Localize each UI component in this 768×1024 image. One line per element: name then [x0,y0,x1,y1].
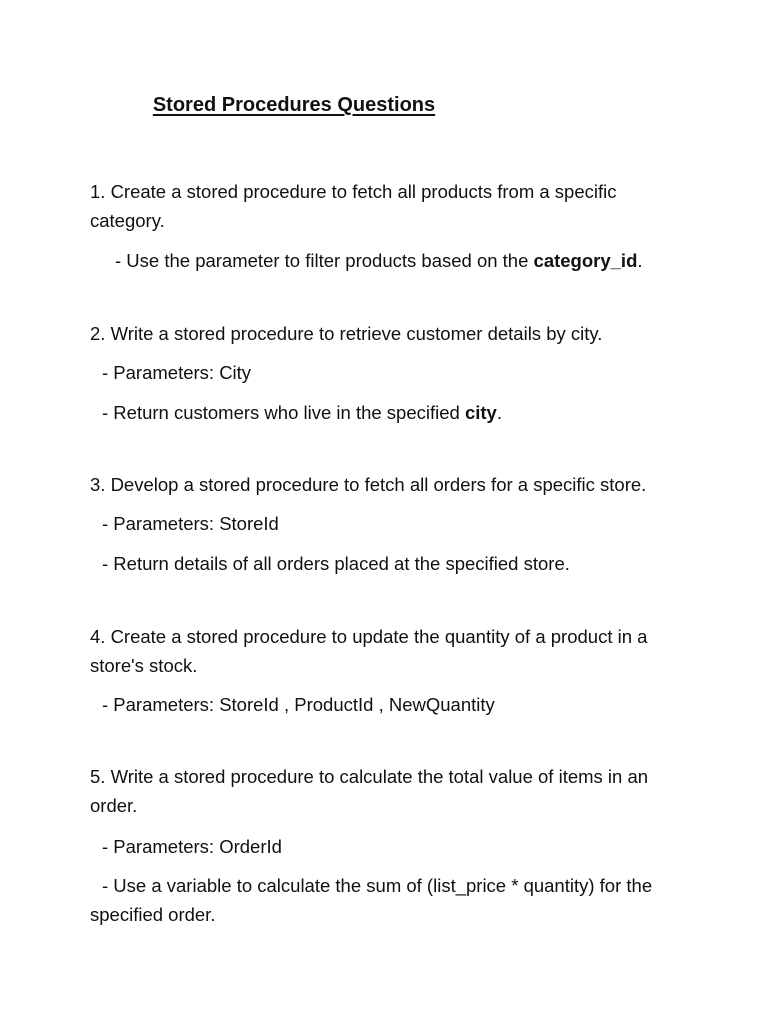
bold-term: category_id [533,250,638,271]
document-title: Stored Procedures Questions [152,94,436,116]
document-body [90,0,690,1024]
question-1-note-1: - Use the parameter to filter products based on the category_id. [115,250,643,271]
question-5-note-2: - Use a variable to calculate the sum of (list_price * quantity) for the specified order. [90,875,653,925]
question-4-note-1: - Parameters: StoreId , ProductId , NewQuantity [102,694,495,715]
question-5: 5. Write a stored procedure to calculate the total value of items in an order. [90,766,649,816]
question-2-note-1: - Parameters: City [102,362,252,383]
question-2-note-2: - Return customers who live in the specified city. [102,402,502,423]
question-1: 1. Create a stored procedure to fetch all products from a specific category. [90,181,617,231]
question-2: 2. Write a stored procedure to retrieve customer details by city. [90,323,603,344]
question-5-note-1: - Parameters: OrderId [102,836,282,857]
question-3-note-1: - Parameters: StoreId [102,513,279,534]
question-3: 3. Develop a stored procedure to fetch all orders for a specific store. [90,474,647,495]
question-4: 4. Create a stored procedure to update the quantity of a product in a store's stock. [90,626,648,676]
question-3-note-2: - Return details of all orders placed at the specified store. [102,553,570,574]
bold-term: city [464,402,497,423]
